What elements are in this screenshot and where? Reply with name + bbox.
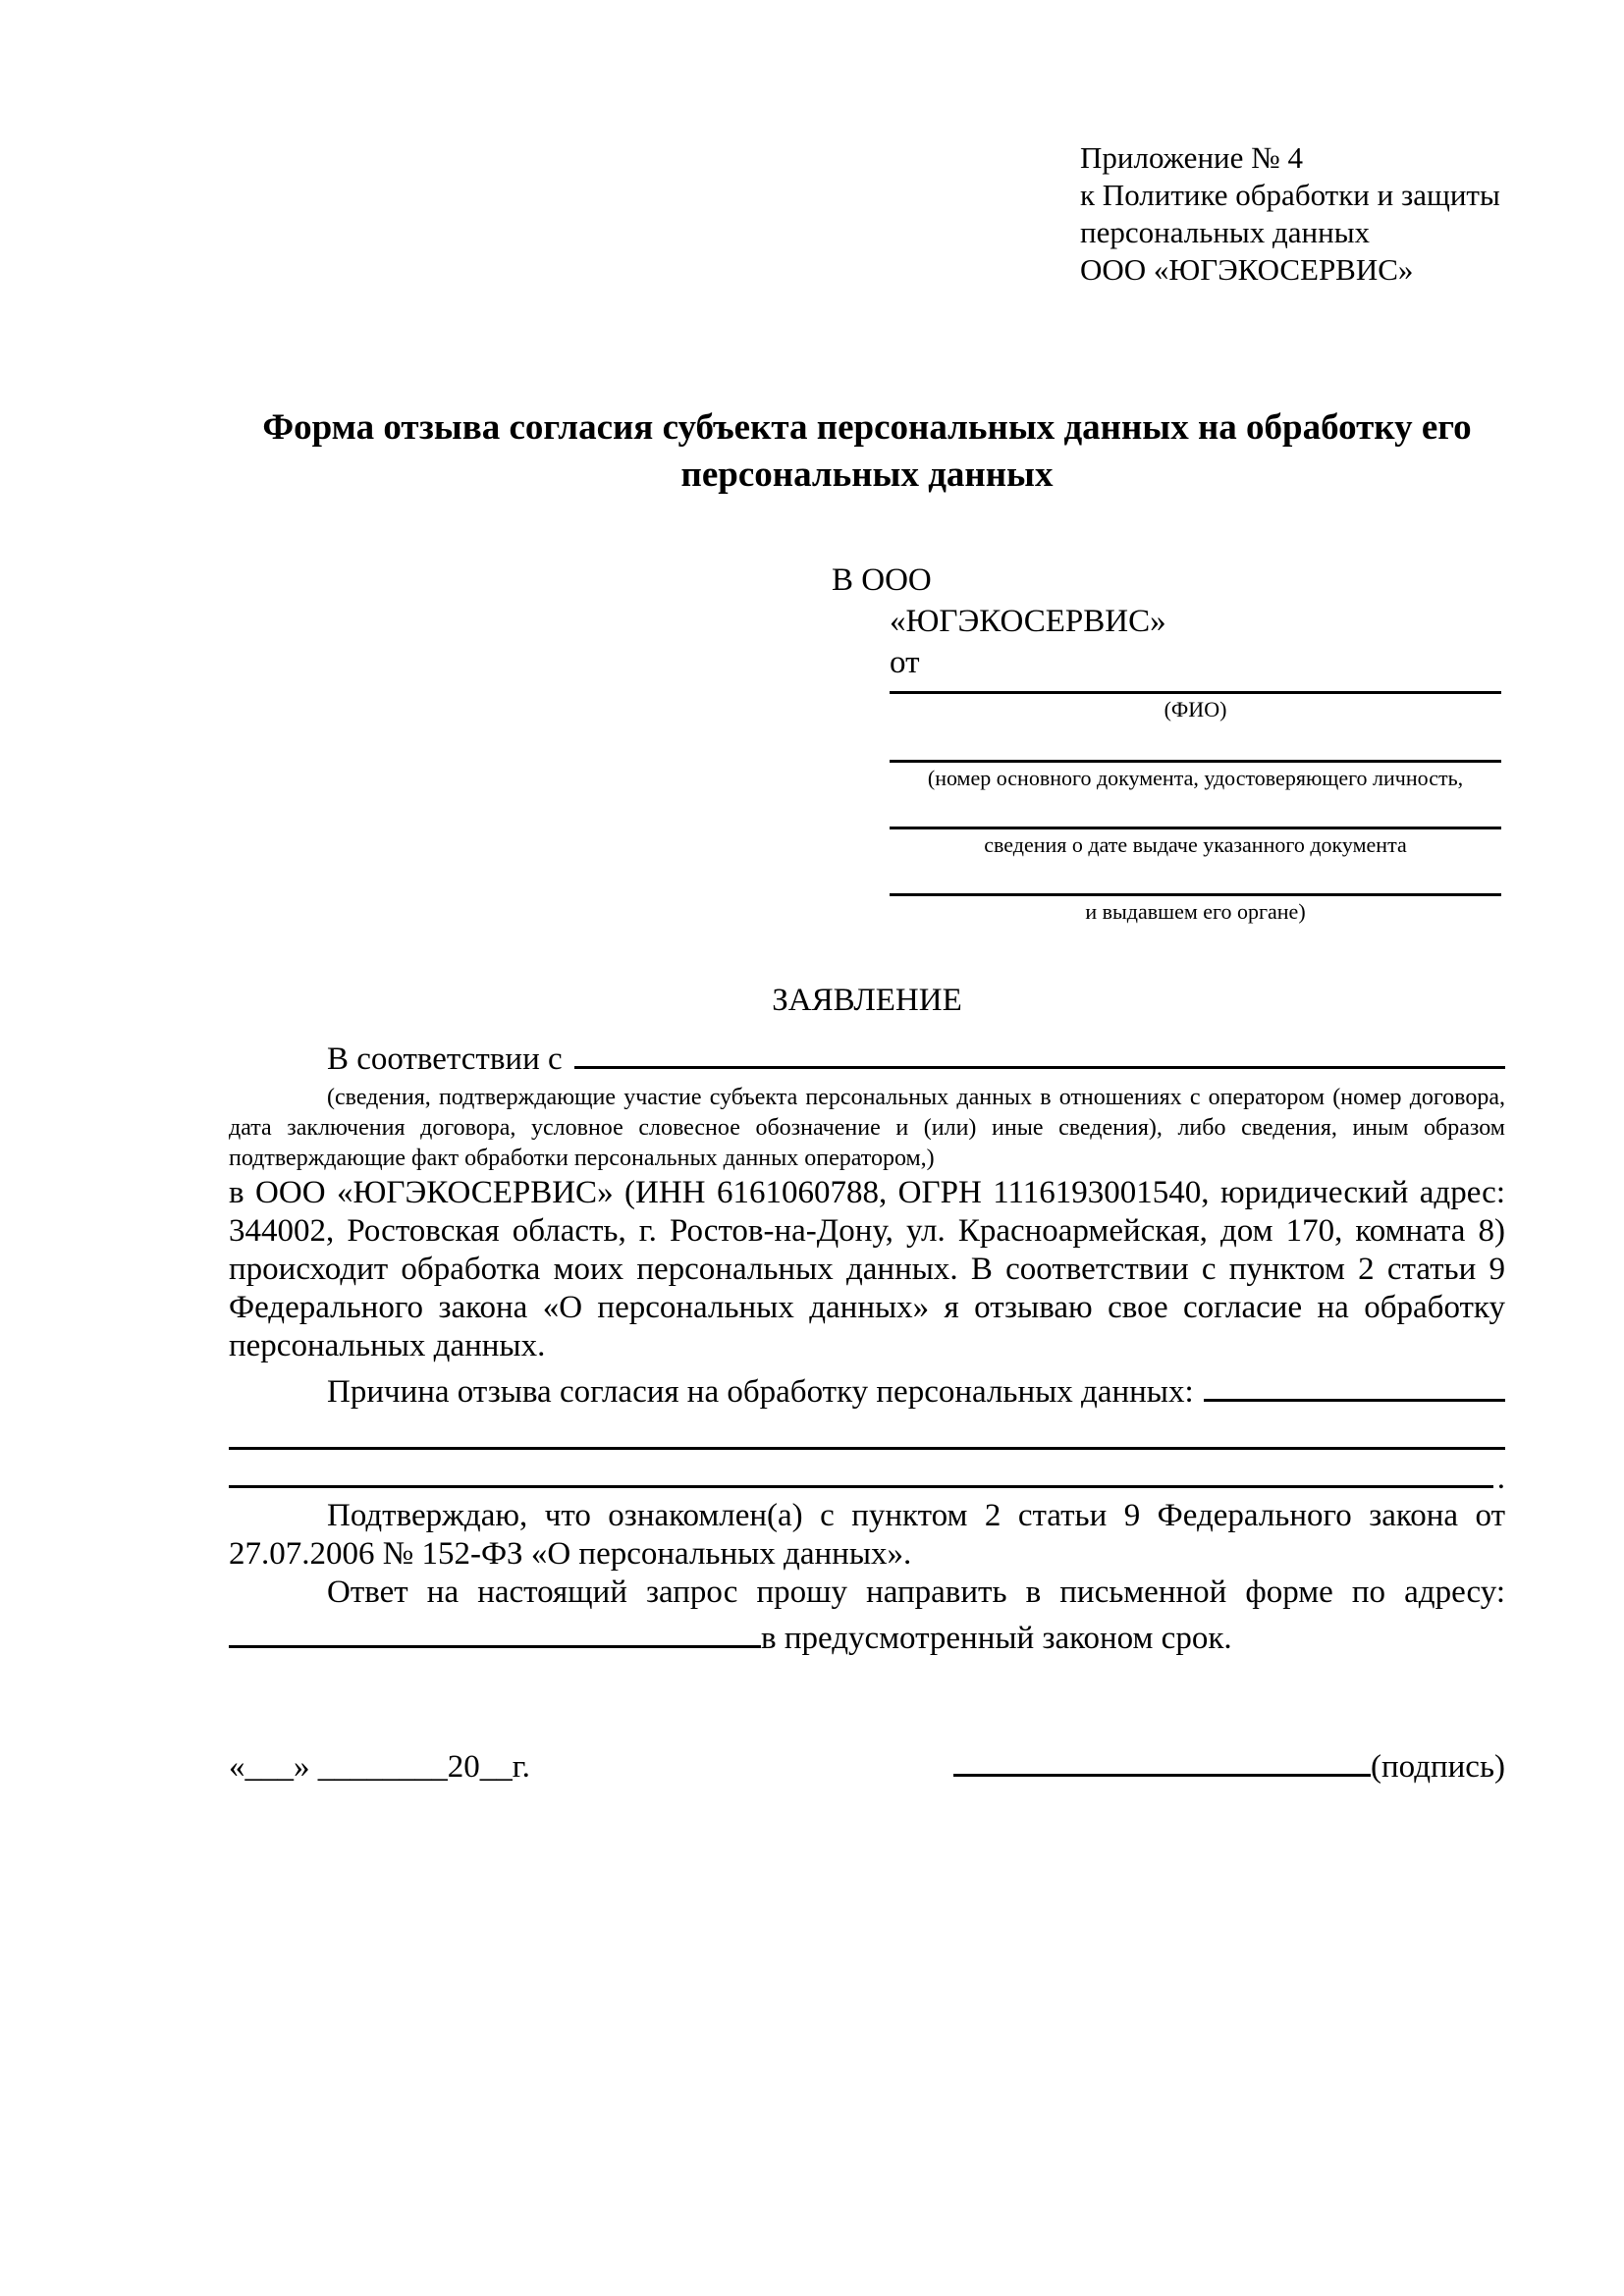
appendix-block bbox=[1080, 139, 1505, 289]
reason-blank-line-2 bbox=[229, 1450, 1505, 1497]
reply-prefix: Ответ на настоящий запрос прошу направить в письменной форме по адресу: bbox=[327, 1575, 1505, 1610]
statement-body: в ООО «ЮГЭКОСЕРВИС» (ИНН 6161060788, ОГРН 1116193001540, юридический адрес: 344002, Ростовская область, г. Ростов-на-Дону, ул. Красноармейская, дом 170, комната 8) происходит обработка моих персональных данных. В соответствии с пунктом 2 статьи 9 Федерального закона «О персональных данных» я отзываю свое согласие на обработку персональных данных. bbox=[229, 1175, 1505, 1363]
confirmation-paragraph: Подтверждаю, что ознакомлен(а) с пунктом 2 статьи 9 Федерального закона от 27.07.2006 № 152-ФЗ «О персональных данных». bbox=[229, 1498, 1505, 1572]
signature-caption: (подпись) bbox=[1371, 1749, 1505, 1785]
signature-group bbox=[953, 1740, 1505, 1788]
signature-field[interactable] bbox=[953, 1740, 1371, 1777]
date-line[interactable]: «___» ________20__г. bbox=[229, 1749, 530, 1785]
appendix-line-2: к Политике обработки и защиты bbox=[1080, 178, 1500, 212]
reason-blank-line-1 bbox=[229, 1412, 1505, 1450]
document-issue-date-field[interactable] bbox=[890, 791, 1501, 829]
accordance-prefix: В соответствии с bbox=[327, 1041, 563, 1077]
appendix-line-4: ООО «ЮГЭКОСЕРВИС» bbox=[1080, 252, 1414, 287]
document-number-field[interactable] bbox=[890, 722, 1501, 763]
reason-field-line-2[interactable] bbox=[229, 1412, 1505, 1450]
reply-address-row bbox=[229, 1612, 1505, 1658]
document-issue-date-caption: сведения о дате выдаче указанного документа bbox=[984, 832, 1407, 857]
reply-address-field[interactable] bbox=[229, 1612, 761, 1648]
accordance-field[interactable] bbox=[574, 1033, 1505, 1069]
reason-field-line-3[interactable] bbox=[229, 1450, 1493, 1488]
reply-suffix: в предусмотренный законом срок. bbox=[761, 1621, 1232, 1656]
footer-row bbox=[229, 1740, 1505, 1788]
fio-field[interactable] bbox=[890, 683, 1501, 694]
document-issuer-field[interactable] bbox=[890, 858, 1501, 896]
fio-field-caption: (ФИО) bbox=[1164, 697, 1227, 721]
recipient-block bbox=[832, 560, 1505, 925]
recipient-fields bbox=[890, 683, 1501, 925]
document-issuer-caption: и выдавшем его органе) bbox=[1085, 899, 1306, 924]
reason-terminator: . bbox=[1496, 1461, 1505, 1496]
recipient-to-org: «ЮГЭКОСЕРВИС» bbox=[890, 604, 1166, 639]
reason-row bbox=[229, 1365, 1505, 1412]
reason-prefix: Причина отзыва согласия на обработку персональных данных: bbox=[327, 1374, 1194, 1410]
statement-heading: ЗАЯВЛЕНИЕ bbox=[772, 983, 962, 1018]
recipient-from-label: от bbox=[890, 645, 920, 680]
accordance-note: (сведения, подтверждающие участие субъекта персональных данных в отношениях с оператором (номер договора, дата заключения договора, условное словесное обозначение и (или) иные сведения), либо сведения, иным образом подтверждающие факт обработки персональных данных оператором,) bbox=[229, 1085, 1505, 1171]
appendix-line-3: персональных данных bbox=[1080, 215, 1371, 249]
accordance-row bbox=[229, 1033, 1505, 1079]
document-number-caption: (номер основного документа, удостоверяющего личность, bbox=[927, 766, 1464, 790]
recipient-to-prefix: В ООО bbox=[832, 562, 932, 598]
appendix-line-1: Приложение № 4 bbox=[1080, 140, 1303, 175]
reason-field-start[interactable] bbox=[1204, 1365, 1505, 1402]
document-title: Форма отзыва согласия субъекта персональных данных на обработку его персональных данных bbox=[262, 407, 1472, 495]
